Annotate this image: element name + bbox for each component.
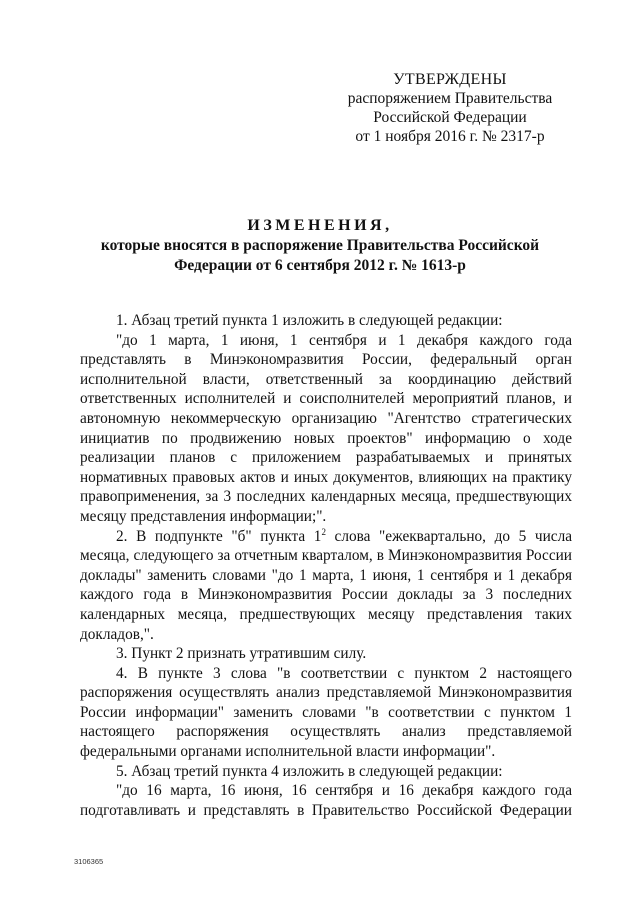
approval-block — [330, 70, 570, 146]
body-line: календарных месяца, предшествующих месяцу представления таких — [80, 605, 572, 623]
superscript: 2 — [321, 526, 326, 537]
footer-code: 3106365 — [74, 857, 104, 866]
document-title — [80, 216, 560, 275]
body-line: автономную некоммерческую организацию "Агентство стратегических — [80, 409, 572, 427]
body-line: федеральными органами исполнительной власти информации". — [80, 743, 496, 761]
title-subtitle-2: Федерации от 6 сентября 2012 г. № 1613-р — [174, 256, 466, 274]
body-line: реализации планов с приложением разрабатываемых и принятых — [80, 449, 572, 467]
body-line: месяцу представления информации;". — [80, 507, 327, 525]
body-line: каждого года в Минэкономразвития России доклады за 3 последних — [80, 586, 572, 604]
approval-heading: УТВЕРЖДЕНЫ — [393, 71, 507, 88]
body-line: подготавливать и представлять в Правительство Российской Федерации — [80, 801, 572, 819]
body-line: 3. Пункт 2 признать утратившим силу. — [116, 645, 367, 663]
body-line: России информации" заменить словами "в соответствии с пунктом 1 — [80, 703, 572, 721]
body-line: представлять в Минэкономразвития России, федеральный орган — [80, 351, 572, 369]
approval-line-3: от 1 ноября 2016 г. № 2317-р — [355, 128, 545, 145]
body-line: месяца, следующего за отчетным кварталом, в Минэкономразвития России — [80, 547, 572, 565]
item-2-start: 2. В подпункте "б" пункта 1 — [116, 527, 322, 545]
body-line: докладов,". — [80, 625, 154, 643]
body-line: доклады" заменить словами "до 1 марта, 1 июня, 1 сентября и 1 декабря — [80, 566, 572, 584]
body-line-item-2 — [80, 527, 572, 547]
item-2-rest: слова "ежеквартально, до 5 числа — [325, 527, 572, 545]
body-line: 1. Абзац третий пункта 1 изложить в следующей редакции: — [116, 312, 503, 329]
body-line: исполнительной власти, ответственный за координацию действий — [80, 370, 572, 388]
title-subtitle-1: которые вносятся в распоряжение Правительства Российской — [100, 237, 540, 254]
body-line: 5. Абзац третий пункта 4 изложить в следующей редакции: — [116, 762, 503, 780]
body-line: настоящего распоряжения осуществлять анализ представляемой — [80, 723, 572, 741]
body-line: нормативных правовых актов и иных документов, влияющих на практику — [80, 468, 572, 486]
body-line: распоряжения осуществлять анализ представляемой Минэкономразвития — [80, 684, 572, 702]
body-line: ответственных исполнителей и соисполнителей мероприятий планов, и — [80, 390, 572, 408]
body-line: правоприменения, за 3 последних календарных месяца, предшествующих — [80, 488, 572, 506]
document-body — [80, 311, 572, 820]
body-line: "до 16 марта, 16 июня, 16 сентября и 16 декабря каждого года — [116, 782, 572, 800]
approval-line-1: распоряжением Правительства — [347, 90, 553, 107]
body-line: 4. В пункте 3 слова "в соответствии с пунктом 2 настоящего — [116, 664, 572, 682]
body-line: "до 1 марта, 1 июня, 1 сентября и 1 декабря каждого года — [116, 331, 572, 349]
approval-line-2: Российской Федерации — [373, 109, 527, 126]
title-main: ИЗМЕНЕНИЯ, — [247, 217, 393, 234]
body-line: инициатив по продвижению новых проектов" информацию о ходе — [80, 429, 572, 447]
